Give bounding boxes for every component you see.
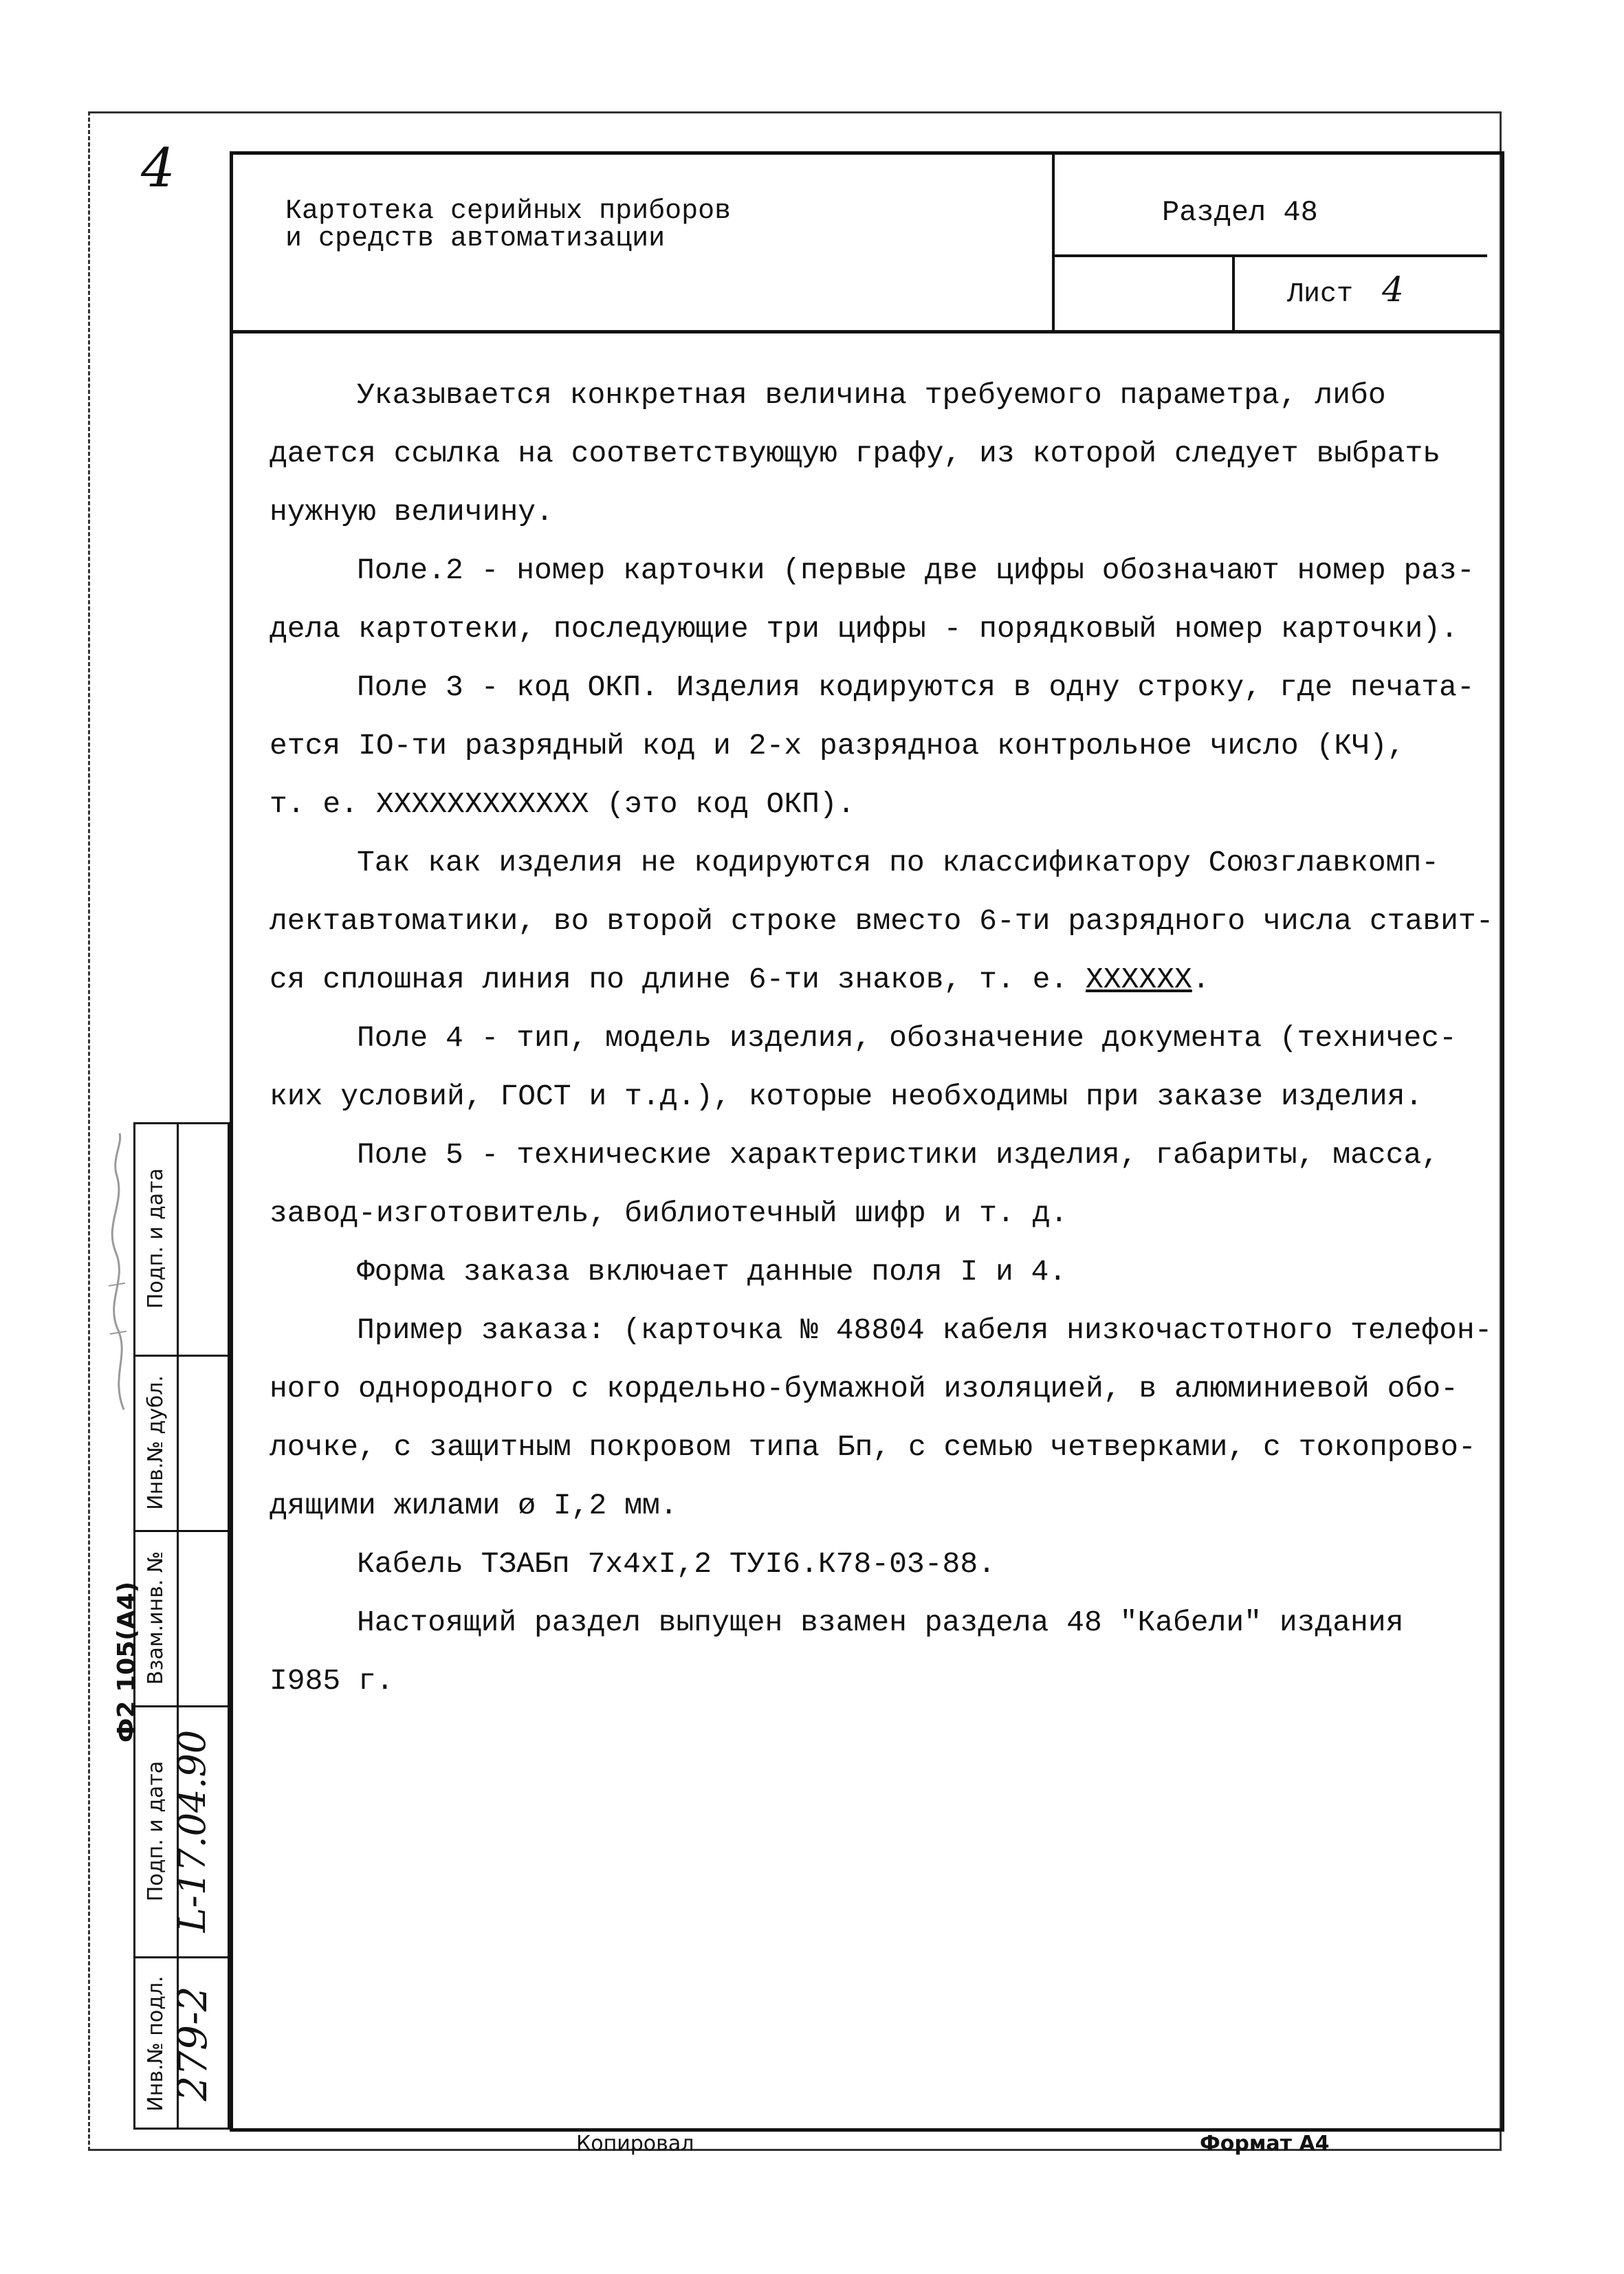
stamp-label-inv-dubl: Инв.№ дубл. (144, 1375, 168, 1510)
stamp-label-vzam-inv: Взам.инв. № (144, 1551, 168, 1685)
body-line: Настоящий раздел выпущен взамен раздела 48 "Кабели" издания (357, 1606, 1404, 1639)
body-line: завод-изготовитель, библиотечный шифр и т. д. (270, 1196, 1068, 1230)
stamp-label-podp-data-2: Подп. и дата (144, 1168, 168, 1309)
sheet-label (1287, 270, 1404, 310)
body-text-run: ся сплошная линия по длине 6-ти знаков, т. е. (270, 963, 1086, 996)
body-line: лектавтоматики, во второй строке вместо 6-ти разрядного числа ставит- (270, 904, 1494, 938)
body-line: Так как изделия не кодируются по классификатору Союзглавкомп- (357, 846, 1440, 879)
title-block-sheet-divider (1232, 254, 1235, 331)
footer-copied: Копировал (576, 2132, 694, 2156)
title-block-bottom-line (230, 330, 1504, 334)
body-line: Кабель ТЗАБп 7х4хI,2 ТУI6.К78-03-88. (357, 1547, 996, 1581)
underlined-code: ХХХХХХ (1086, 963, 1192, 996)
side-stamp-row-divider (133, 1355, 230, 1357)
footer-format: Формат А4 (1200, 2132, 1330, 2156)
body-line: Поле 4 - тип, модель изделия, обозначение документа (техничес- (357, 1021, 1457, 1055)
title-block-vertical-divider (1052, 151, 1055, 331)
sheet-number: 4 (1382, 270, 1404, 309)
body-line: Поле 3 - код ОКП. Изделия кодируются в одну строку, где печата- (357, 670, 1475, 704)
body-line: дела картотеки, последующие три цифры - порядковый номер карточки). (270, 612, 1458, 646)
header-title-line-1: Картотека серийных приборов (285, 196, 732, 227)
stamp-label-inv-podl: Инв.№ подл. (144, 1976, 168, 2112)
body-line: Поле 5 - технические характеристики изделия, габариты, масса, (357, 1138, 1440, 1172)
faint-signature (96, 1128, 138, 1417)
stamp-label-podp-data: Подп. и дата (144, 1760, 168, 1902)
body-line: дящими жилами ø I,2 мм. (270, 1489, 678, 1522)
body-line: Поле.2 - номер карточки (первые две цифры обозначают номер раз- (357, 554, 1475, 587)
header-title-line-2: и средств автоматизации (285, 223, 666, 254)
body-line: Указывается конкретная величина требуемого параметра, либо (357, 378, 1386, 412)
stamp-podp-data-value: L-17.04.90 (171, 1729, 214, 1933)
body-line: Форма заказа включает данные поля I и 4. (357, 1255, 1067, 1289)
body-line: дается ссылка на соответствующую графу, из которой следует выбрать (270, 437, 1441, 470)
body-line: ного однородного с кордельно-бумажной изоляцией, в алюминиевой обо- (270, 1372, 1458, 1406)
side-stamp-row-divider (133, 1705, 230, 1707)
body-line (270, 950, 1494, 1009)
form-code: Ф2 105(А4) (113, 1581, 141, 1743)
body-text-run: . (1192, 963, 1210, 996)
body-line: лочке, с защитным покровом типа Бп, с семью четверками, с токопрово- (270, 1430, 1476, 1464)
body-line: I985 г. (270, 1664, 394, 1698)
stamp-inv-podl-value: 279-2 (169, 1986, 216, 2101)
body-line: ется IO-ти разрядный код и 2-х разрядноа контрольное число (КЧ), (270, 729, 1405, 763)
corner-page-mark: 4 (141, 138, 175, 199)
header-title (285, 198, 731, 253)
signature-stroke (112, 1133, 124, 1410)
body-line: Пример заказа: (карточка № 48804 кабеля низкочастотного телефон- (357, 1313, 1493, 1347)
title-block-section-line (1052, 254, 1487, 257)
section-number: Раздел 48 (1162, 196, 1318, 229)
document-body (270, 366, 1494, 1710)
side-stamp-row-divider (133, 1956, 230, 1958)
body-line: нужную величину. (270, 495, 553, 529)
body-line: ких условий, ГОСТ и т.д.), которые необходимы при заказе изделия. (270, 1080, 1423, 1113)
sheet-label-text: Лист (1287, 279, 1354, 310)
side-stamp-row-divider (133, 1530, 230, 1532)
body-line: т. е. ХХХХХХХХХХХХ (это код ОКП). (270, 787, 855, 821)
